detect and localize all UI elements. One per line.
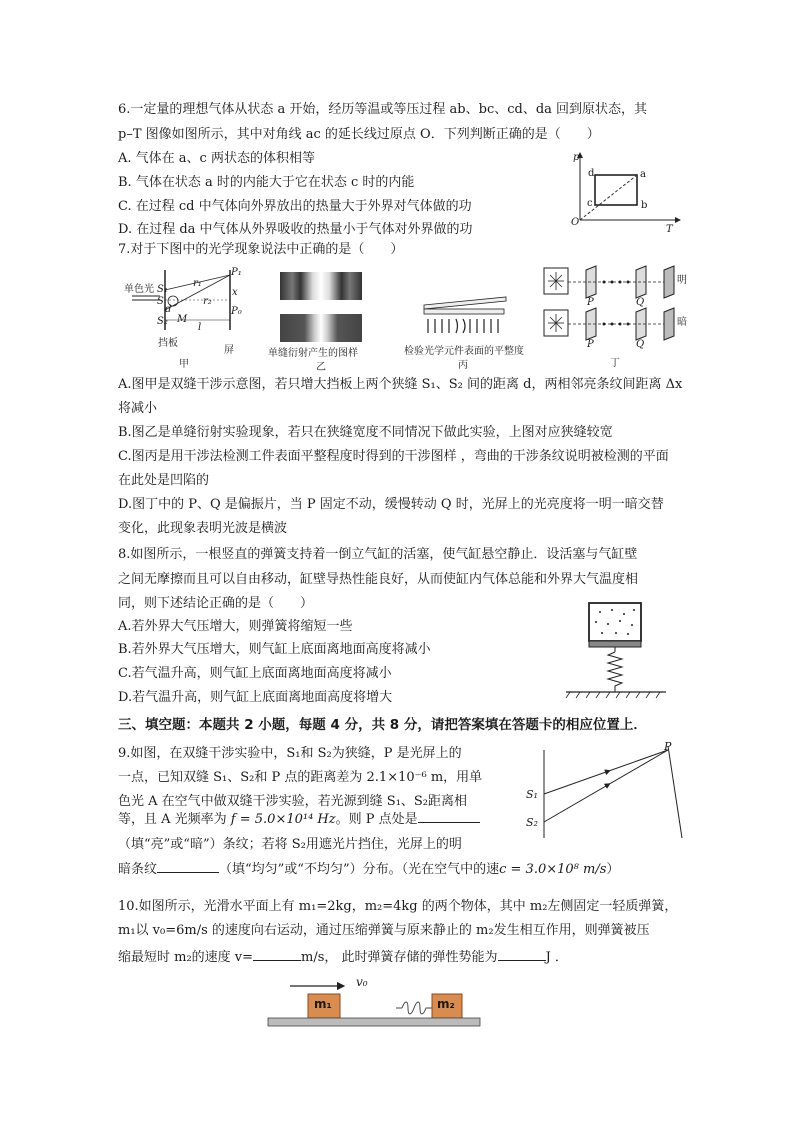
q6-option-a: A. 气体在 a、c 两状态的体积相等 — [118, 151, 315, 166]
q7-stem: 7.对于下图中的光学现象说法中正确的是（ ） — [118, 242, 404, 257]
q9-label-s2: S₂ — [526, 816, 538, 829]
q6-label-d: d — [588, 168, 595, 179]
q8-option-d: D.若气温升高，则气缸上底面离地面高度将增大 — [118, 690, 393, 705]
q10-label-m1: m₁ — [314, 997, 332, 1011]
q7-option-d-line2: 变化，此现象表明光波是横波 — [118, 521, 288, 536]
q6-option-b: B. 气体在状态 a 时的内能大于它在状态 c 时的内能 — [118, 175, 415, 190]
q8-cylinder-spring-diagram — [562, 600, 672, 702]
q9-line6 — [118, 858, 619, 879]
q9-line6-text: 暗条纹 — [118, 862, 158, 877]
q6-pt-diagram — [565, 150, 685, 235]
q10-label-v0: v₀ — [356, 975, 368, 989]
q8-stem-line2: 之间无摩擦而且可以自由移动，缸壁导热性能良好，从而使缸内气体总能和外界大气温度相 — [118, 572, 639, 587]
q7-jia-baffle: 挡板 — [158, 338, 178, 349]
section-3-heading: 三、填空题：本题共 2 小题，每题 4 分，共 8 分，请把答案填在答题卡的相应位置上． — [118, 717, 647, 733]
q7-jia-l: l — [198, 322, 202, 333]
q8-stem-line3: 同，则下述结论正确的是（ ） — [118, 596, 314, 611]
q6-label-b: b — [641, 200, 648, 211]
q10-line3-mid: m/s， 此时弹簧存储的弹性势能为 — [301, 950, 498, 965]
q7-fig-bing-flatness — [422, 295, 508, 340]
q6-label-a: a — [640, 169, 646, 180]
q7-jia-caption: 甲 — [179, 359, 189, 370]
q8-option-c: C.若气温升高，则气缸上底面离地面高度将减小 — [118, 666, 392, 681]
q6-option-c: C. 在过程 cd 中气体向外界放出的热量大于外界对气体做的功 — [118, 199, 472, 214]
q9-blank-1[interactable] — [418, 808, 480, 823]
q6-label-o: O — [571, 217, 580, 228]
q6-stem-line2: p–T 图像如图所示，其中对角线 ac 的延长线过原点 O．下列判断正确的是（ ） — [118, 127, 600, 142]
q9-line2-text: 一点，已知双缝 S₁、S₂和 P 点的距离差为 — [118, 770, 367, 785]
q7-jia-d: d — [165, 304, 172, 315]
q9-blank-2[interactable] — [157, 858, 219, 873]
q7-jia-s2: S₂ — [157, 316, 168, 327]
q6-label-c: c — [587, 198, 593, 209]
q7-ding-caption: 丁 — [610, 358, 620, 369]
q10-label-m2: m₂ — [437, 997, 455, 1011]
q7-jia-p1: P₁ — [231, 267, 242, 278]
q7-jia-screen: 屏 — [224, 345, 234, 356]
q6-option-d: D. 在过程 da 中气体从外界吸收的热量小于气体对外界做的功 — [118, 222, 473, 237]
q7-option-d-line1: D.图丁中的 P、Q 是偏振片，当 P 固定不动，缓慢转动 Q 时，光屏上的光亮度将一明一暗交替 — [118, 497, 664, 512]
q9-line6-end: ） — [606, 862, 620, 877]
q10-line3-text: 缩最短时 m₂的速度 v= — [118, 950, 254, 965]
q9-light-speed: c = 3.0×10⁸ m/s — [499, 862, 607, 877]
q8-option-b: B.若外界大气压增大，则气缸上底面离地面高度将减小 — [118, 642, 431, 657]
q7-jia-r2: r₂ — [203, 296, 212, 307]
q6-label-t: T — [666, 224, 673, 235]
q9-line3: 色光 A 在空气中做双缝干涉实验，若光源到缝 S₁、S₂距离相 — [118, 794, 468, 809]
q7-jia-r1: r₁ — [193, 278, 202, 289]
q7-ding-q-bottom: Q — [636, 339, 645, 350]
q9-line4 — [118, 808, 480, 829]
q8-option-a: A.若外界大气压增大，则弹簧将缩短一些 — [118, 619, 353, 634]
q7-bing-caption: 丙 — [458, 360, 468, 371]
q7-option-c-line2: 在此处是凹陷的 — [118, 473, 210, 488]
q7-ding-p-bottom: P — [587, 339, 594, 350]
q9-double-slit-diagram — [522, 742, 692, 842]
q10-line3 — [118, 946, 568, 967]
q9-line2-end: ，用单 — [443, 770, 483, 785]
q7-jia-p0: P₀ — [231, 306, 242, 317]
q9-line1: 9.如图，在双缝干涉实验中，S₁和 S₂为狭缝，P 是光屏上的 — [118, 746, 462, 761]
q8-stem-line1: 8.如图所示，一根竖直的弹簧支持着一倒立气缸的活塞，使气缸悬空静止．设活塞与气缸壁 — [118, 547, 638, 562]
q7-option-b: B.图乙是单缝衍射实验现象，若只在狭缝宽度不同情况下做此实验，上图对应狭缝较宽 — [118, 425, 613, 440]
q7-yi-caption: 乙 — [316, 362, 326, 373]
q7-bing-label: 检验光学元件表面的平整度 — [404, 346, 524, 357]
q7-jia-s1: S₁ — [157, 284, 168, 295]
q10-line1: 10.如图所示，光滑水平面上有 m₁=2kg，m₂=4kg 的两个物体，其中 m₂左侧固定一轻质弹簧， — [118, 899, 678, 914]
q9-label-p: P — [664, 740, 672, 753]
q9-path-difference: 2.1×10⁻⁶ m — [366, 770, 444, 785]
q9-label-s1: S₁ — [526, 788, 538, 801]
q7-jia-x: x — [232, 287, 238, 298]
q6-stem-line1: 6.一定量的理想气体从状态 a 开始，经历等温或等压过程 ab、bc、cd、da 回到原状态，其 — [118, 102, 648, 117]
q9-line5: （填“亮”或“暗”）条纹；若将 S₂用遮光片挡住，光屏上的明 — [118, 837, 462, 852]
q9-line4-text: 等，且 A 光频率为 — [118, 812, 231, 827]
q7-ding-dark: 暗 — [677, 317, 687, 328]
q6-label-p: p — [573, 152, 580, 163]
q10-blank-velocity[interactable] — [253, 946, 301, 961]
q7-ding-q-top: Q — [636, 297, 645, 308]
q10-line2: m₁以 v₀=6m/s 的速度向右运动，通过压缩弹簧与原来静止的 m₂发生相互作用，则弹簧被压 — [118, 923, 650, 938]
q7-option-a-line1: A.图甲是双缝干涉示意图，若只增大挡板上两个狭缝 S₁、S₂ 间的距离 d，两相邻亮条纹间距离 Δx — [118, 377, 683, 392]
q7-jia-m: M — [177, 314, 188, 325]
q7-option-c-line1: C.图丙是用干涉法检测工件表面平整程度时得到的干涉图样 ，弯曲的干涉条纹说明被检测的平面 — [118, 449, 669, 464]
q9-line4-end: 。则 P 点处是 — [335, 812, 418, 827]
q9-line6-mid: （填“均匀”或“不均匀”）分布。（光在空气中的速 — [219, 862, 500, 877]
q9-line2 — [118, 769, 482, 787]
q10-blank-energy[interactable] — [498, 946, 546, 961]
q7-jia-s: S — [157, 296, 164, 307]
q7-fig-ding-polarizers — [540, 266, 690, 346]
q7-ding-bright: 明 — [677, 275, 687, 286]
q7-fig-yi-diffraction — [280, 272, 362, 344]
q7-yi-label: 单缝衍射产生的图样 — [268, 348, 358, 359]
q7-ding-p-top: P — [587, 297, 594, 308]
q9-frequency: f = 5.0×10¹⁴ Hz — [230, 812, 336, 827]
q10-line3-end: J ． — [545, 950, 568, 965]
q7-jia-light-label: 单色光 — [124, 284, 154, 295]
q7-option-a-line2: 将减小 — [118, 401, 158, 416]
